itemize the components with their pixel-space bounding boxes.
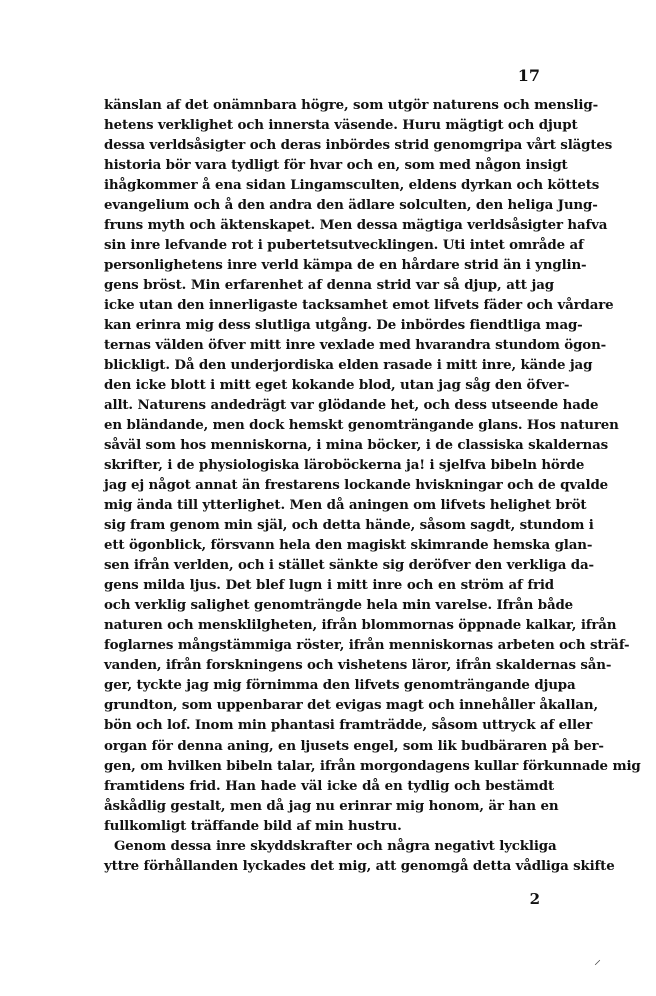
text-line: sig fram genom min själ, och detta hände, såsom sagdt, stundom i — [104, 517, 594, 534]
text-line: sin inre lefvande rot i pubertetsutvecklingen. Uti intet område af — [104, 237, 584, 254]
page-number: 17 — [517, 66, 540, 85]
text-line: Genom dessa inre skyddskrafter och några negativt lyckliga — [114, 837, 557, 854]
text-line: ternas välden öfver mitt inre vexlade med hvarandra stundom ögon- — [104, 337, 607, 354]
text-line: skrifter, i de physiologiska läroböckerna ja! i sjelfva bibeln hörde — [104, 457, 585, 474]
text-line: kan erinra mig dess slutliga utgång. De inbördes fiendtliga mag- — [104, 317, 583, 334]
stray-mark: ⸝ — [594, 952, 601, 968]
text-line: den icke blott i mitt eget kokande blod, utan jag såg den öfver- — [104, 377, 570, 394]
text-line: sen ifrån verlden, och i stället sänkte sig deröfver den verkliga da- — [104, 557, 594, 574]
text-line: känslan af det onämnbara högre, som utgör naturens och menslig- — [104, 97, 598, 113]
text-line: hetens verklighet och innersta väsende. Huru mägtigt och djupt — [104, 117, 578, 134]
text-line: historia bör vara tydligt för hvar och en, som med någon insigt — [104, 157, 568, 174]
text-line: foglarnes mångstämmiga röster, ifrån menniskornas arbeten och sträf- — [104, 637, 630, 654]
text-line: en bländande, men dock hemskt genomträngande glans. Hos naturen — [104, 417, 619, 434]
text-line: evangelium och å den andra den ädlare solculten, den heliga Jung- — [104, 197, 598, 214]
text-line: och verklig salighet genomträngde hela min varelse. Ifrån både — [104, 597, 574, 614]
text-line: gens milda ljus. Det blef lugn i mitt inre och en ström af frid — [104, 577, 554, 594]
text-line: fullkomligt träffande bild af min hustru. — [104, 817, 402, 834]
text-line: ett ögonblick, försvann hela den magiskt skimrande hemska glan- — [104, 537, 593, 554]
text-line: gen, om hvilken bibeln talar, ifrån morgondagens kullar förkunnade mig — [104, 757, 641, 774]
text-line: dessa verldsåsigter och deras inbördes strid genomgripa vårt slägtes — [104, 137, 613, 154]
text-line: icke utan den innerligaste tacksamhet emot lifvets fäder och vårdare — [104, 297, 614, 314]
text-line: jag ej något annat än frestarens lockande hviskningar och de qvalde — [104, 477, 609, 494]
text-line: framtidens frid. Han hade väl icke då en tydlig och bestämdt — [104, 777, 554, 794]
text-line: blickligt. Då den underjordiska elden rasade i mitt inre, kände jag — [104, 357, 593, 374]
text-line: ger, tyckte jag mig förnimma den lifvets genomträngande djupa — [104, 677, 576, 694]
text-line: vanden, ifrån forskningens och vishetens läror, ifrån skaldernas sån- — [104, 657, 612, 674]
text-line: ihågkommer å ena sidan Lingamsculten, eldens dyrkan och köttets — [104, 177, 600, 194]
text-line: allt. Naturens andedrägt var glödande het, och dess utseende hade — [104, 397, 599, 414]
text-line: fruns myth och äktenskapet. Men dessa mägtiga verldsåsigter hafva — [104, 217, 608, 234]
text-line: organ för denna aning, en ljusets engel, som lik budbäraren på ber- — [104, 737, 604, 754]
signature-mark: 2 — [529, 890, 540, 908]
text-line: åskådlig gestalt, men då jag nu erinrar mig honom, är han en — [104, 797, 559, 814]
text-line: personlighetens inre verld kämpa de en hårdare strid än i ynglin- — [104, 257, 587, 274]
text-line: såväl som hos menniskorna, i mina böcker, i de classiska skaldernas — [104, 437, 609, 454]
body-text — [104, 95, 641, 876]
text-line: mig ända till ytterlighet. Men då aningen om lifvets helighet bröt — [104, 497, 587, 514]
text-line: grundton, som uppenbarar det evigas magt och innehåller åkallan, — [104, 697, 599, 714]
text-line: yttre förhållanden lyckades det mig, att genomgå detta vådliga skifte — [104, 857, 615, 874]
text-line: bön och lof. Inom min phantasi framträdde, såsom uttryck af eller — [104, 717, 593, 734]
text-line: naturen och mensklilgheten, ifrån blommornas öppnade kalkar, ifrån — [104, 617, 617, 634]
text-line: gens bröst. Min erfarenhet af denna strid var så djup, att jag — [104, 277, 554, 294]
